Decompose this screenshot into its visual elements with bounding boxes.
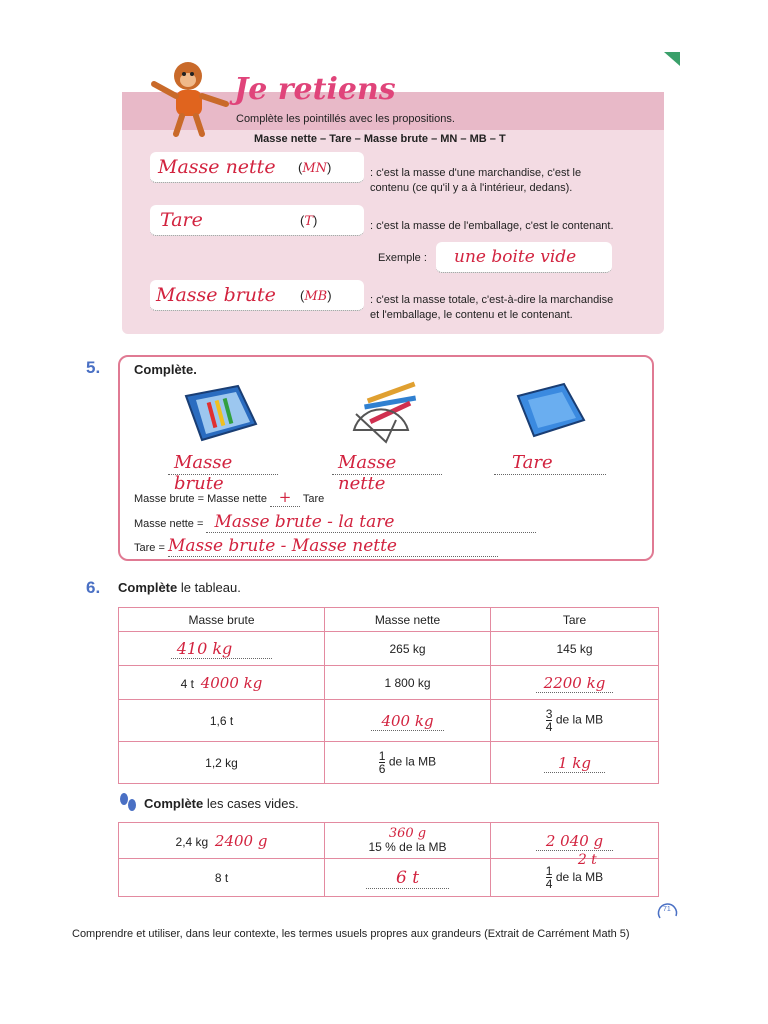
definition-masse-brute: : c'est la masse totale, c'est-à-dire la marchandise et l'emballage, le contenu et le contenant. bbox=[370, 294, 614, 321]
exercise-6-number: 6. bbox=[86, 578, 101, 597]
table-row: 8 t 6 t $\frac{1}{4}$ 2 t de la MB bbox=[119, 859, 659, 897]
example-label: Exemple : bbox=[378, 252, 427, 264]
exercise-5-title: Complète. bbox=[134, 362, 197, 377]
footer-caption: Comprendre et utiliser, dans leur contexte, les termes usuels propres aux grandeurs (Extrait de Carrément Math 5) bbox=[72, 928, 630, 940]
label-masse-nette-field: Masse nette bbox=[332, 452, 442, 475]
label-tare-field: Tare bbox=[494, 452, 606, 475]
cases-vides-title: Complète les cases vides. bbox=[144, 796, 299, 811]
retiens-propositions: Masse nette – Tare – Masse brute – MN – MB – T bbox=[254, 133, 506, 145]
exercise-5-number: 5. bbox=[86, 358, 101, 377]
table-row: 1,6 t 400 kg $\frac{3}{4}$ de la MB bbox=[119, 700, 659, 742]
table-row: 4 t 4000 kg 1 800 kg 2200 kg bbox=[119, 666, 659, 700]
full-pencil-case-icon bbox=[180, 384, 260, 444]
school-supplies-icon bbox=[346, 380, 426, 446]
page-number: 71 bbox=[663, 906, 671, 913]
table-header: Masse nette bbox=[325, 608, 491, 632]
monkey-mascot-icon bbox=[146, 54, 232, 140]
label-masse-brute-field: Masse brute bbox=[168, 452, 278, 475]
fill-masse-brute: Masse brute (MB) bbox=[150, 280, 364, 311]
table-header: Tare bbox=[491, 608, 659, 632]
masses-table bbox=[118, 607, 659, 784]
table-header: Masse brute bbox=[119, 608, 325, 632]
formula-masse-nette: Masse nette = Masse brute - la tare bbox=[134, 512, 536, 533]
empty-pencil-case-icon bbox=[512, 382, 588, 440]
definition-masse-nette: : c'est la masse d'une marchandise, c'est le contenu (ce qu'il y a à l'intérieur, dedans). bbox=[370, 167, 582, 194]
exercise-6-title: Complète le tableau. bbox=[118, 580, 241, 595]
example-answer-box: une boite vide bbox=[436, 242, 612, 273]
table-row: 2,4 kg 2400 g 360 g 15 % de la MB 2 040 g bbox=[119, 823, 659, 859]
definition-tare: : c'est la masse de l'emballage, c'est le contenant. bbox=[370, 220, 614, 232]
retiens-instruction: Complète les pointillés avec les propositions. bbox=[236, 113, 455, 125]
corner-triangle-icon bbox=[664, 52, 680, 66]
table-row: 410 kg 265 kg 145 kg bbox=[119, 632, 659, 666]
retiens-title: Je retiens bbox=[234, 72, 396, 107]
formula-masse-brute: Masse brute = Masse nette + Tare bbox=[134, 488, 325, 506]
footprints-icon bbox=[118, 792, 138, 814]
fill-masse-nette: Masse nette (MN) bbox=[150, 152, 364, 183]
cases-vides-table bbox=[118, 822, 659, 897]
table-row: 1,2 kg $\frac{1}{6}$ de la MB 1 kg bbox=[119, 742, 659, 784]
formula-tare: Tare = Masse brute - Masse nette bbox=[134, 536, 498, 557]
fill-tare: Tare (T) bbox=[150, 205, 364, 236]
